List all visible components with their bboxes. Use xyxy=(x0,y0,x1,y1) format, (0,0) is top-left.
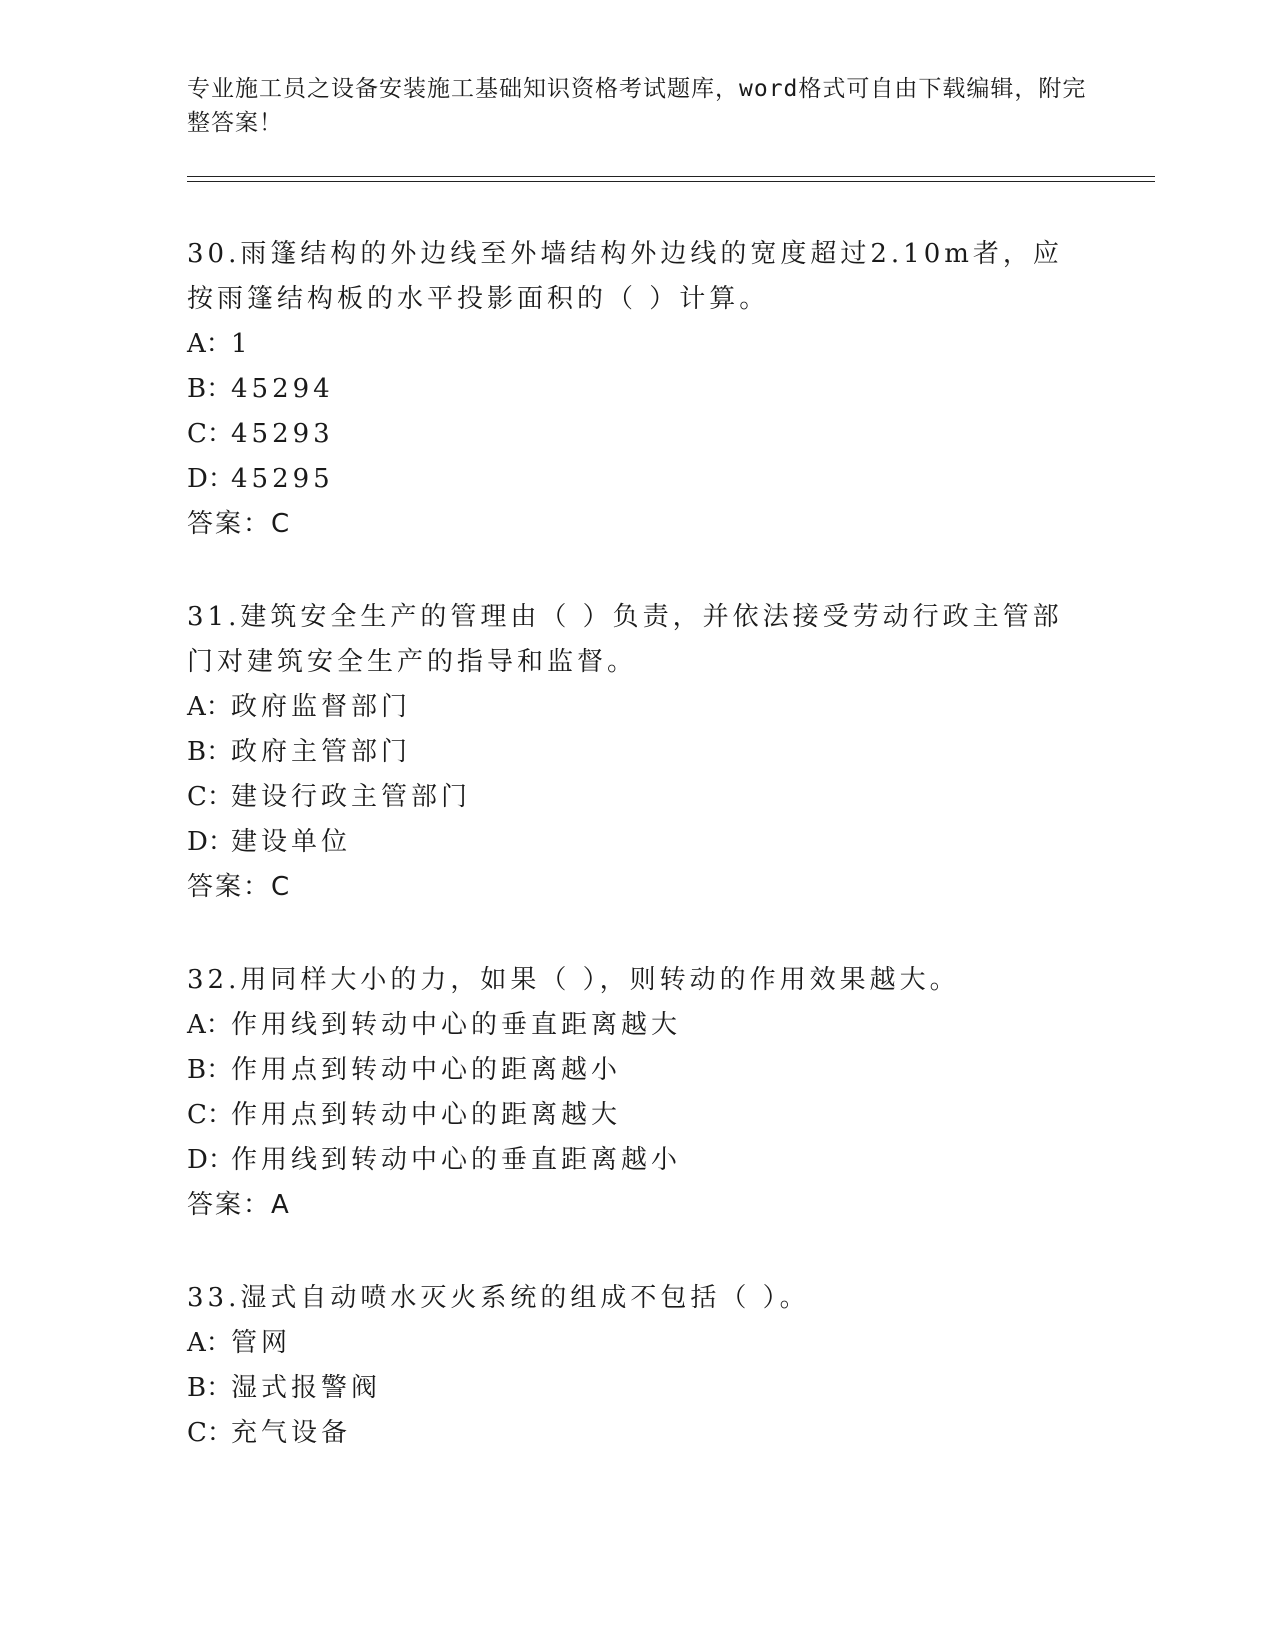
option-text: 湿式报警阀 xyxy=(231,1373,382,1403)
option-key: C： xyxy=(187,1418,233,1448)
answer-line: 答案：C xyxy=(187,509,292,539)
option-c xyxy=(187,775,1087,820)
question-33 xyxy=(187,1276,1087,1456)
option-key: A： xyxy=(187,692,232,722)
header-title: 专业施工员之设备安装施工基础知识资格考试题库，word格式可自由下载编辑，附完整答案！ xyxy=(187,76,1087,136)
option-key: B： xyxy=(187,1055,233,1085)
option-text: 建设行政主管部门 xyxy=(231,782,472,812)
question-32 xyxy=(187,958,1087,1228)
question-stem: 用同样大小的力，如果（ ），则转动的作用效果越大。 xyxy=(240,965,960,995)
answer-line: 答案：A xyxy=(187,1190,291,1220)
option-text: 作用线到转动中心的垂直距离越大 xyxy=(231,1010,682,1040)
question-text xyxy=(187,232,1087,322)
question-text xyxy=(187,595,1087,685)
option-text: 1 xyxy=(231,329,252,359)
option-key: B： xyxy=(187,1373,233,1403)
option-key: A： xyxy=(187,329,232,359)
option-a xyxy=(187,322,1087,367)
option-text: 作用点到转动中心的距离越大 xyxy=(231,1100,622,1130)
question-number: 30. xyxy=(187,239,241,269)
option-a xyxy=(187,1321,1087,1366)
option-d xyxy=(187,457,1087,502)
header-divider-bottom xyxy=(187,181,1155,182)
question-text xyxy=(187,958,1087,1003)
question-number: 33. xyxy=(187,1283,241,1313)
option-key: A： xyxy=(187,1010,232,1040)
question-text xyxy=(187,1276,1087,1321)
question-31 xyxy=(187,595,1087,910)
option-a xyxy=(187,685,1087,730)
option-key: B： xyxy=(187,737,233,767)
option-key: A： xyxy=(187,1328,232,1358)
question-30 xyxy=(187,232,1087,547)
document-header xyxy=(187,72,1087,140)
option-a xyxy=(187,1003,1087,1048)
option-key: D： xyxy=(187,827,234,857)
question-number: 31. xyxy=(187,602,241,632)
option-text: 政府主管部门 xyxy=(231,737,412,767)
header-divider-top xyxy=(187,176,1155,177)
option-key: C： xyxy=(187,419,233,449)
question-stem: 建筑安全生产的管理由（ ）负责，并依法接受劳动行政主管部门对建筑安全生产的指导和监督。 xyxy=(187,602,1063,677)
option-c xyxy=(187,1411,1087,1456)
option-text: 管网 xyxy=(231,1328,292,1358)
option-key: C： xyxy=(187,1100,233,1130)
question-number: 32. xyxy=(187,965,241,995)
option-key: D： xyxy=(187,1145,234,1175)
option-text: 建设单位 xyxy=(231,827,352,857)
option-text: 45293 xyxy=(231,419,334,449)
option-b xyxy=(187,1048,1087,1093)
option-text: 45295 xyxy=(231,464,334,494)
option-text: 45294 xyxy=(231,374,334,404)
option-b xyxy=(187,730,1087,775)
option-b xyxy=(187,367,1087,412)
option-text: 作用点到转动中心的距离越小 xyxy=(231,1055,622,1085)
option-d xyxy=(187,820,1087,865)
question-list xyxy=(187,232,1087,1504)
option-d xyxy=(187,1138,1087,1183)
question-stem: 湿式自动喷水灭火系统的组成不包括（ ）。 xyxy=(240,1283,810,1313)
option-key: B： xyxy=(187,374,233,404)
option-c xyxy=(187,1093,1087,1138)
option-text: 政府监督部门 xyxy=(231,692,412,722)
answer-line: 答案：C xyxy=(187,872,292,902)
option-b xyxy=(187,1366,1087,1411)
question-stem: 雨篷结构的外边线至外墙结构外边线的宽度超过2.10m者，应按雨篷结构板的水平投影面积的（ ）计算。 xyxy=(187,239,1063,314)
option-text: 作用线到转动中心的垂直距离越小 xyxy=(231,1145,682,1175)
option-key: D： xyxy=(187,464,234,494)
option-text: 充气设备 xyxy=(231,1418,352,1448)
option-c xyxy=(187,412,1087,457)
option-key: C： xyxy=(187,782,233,812)
